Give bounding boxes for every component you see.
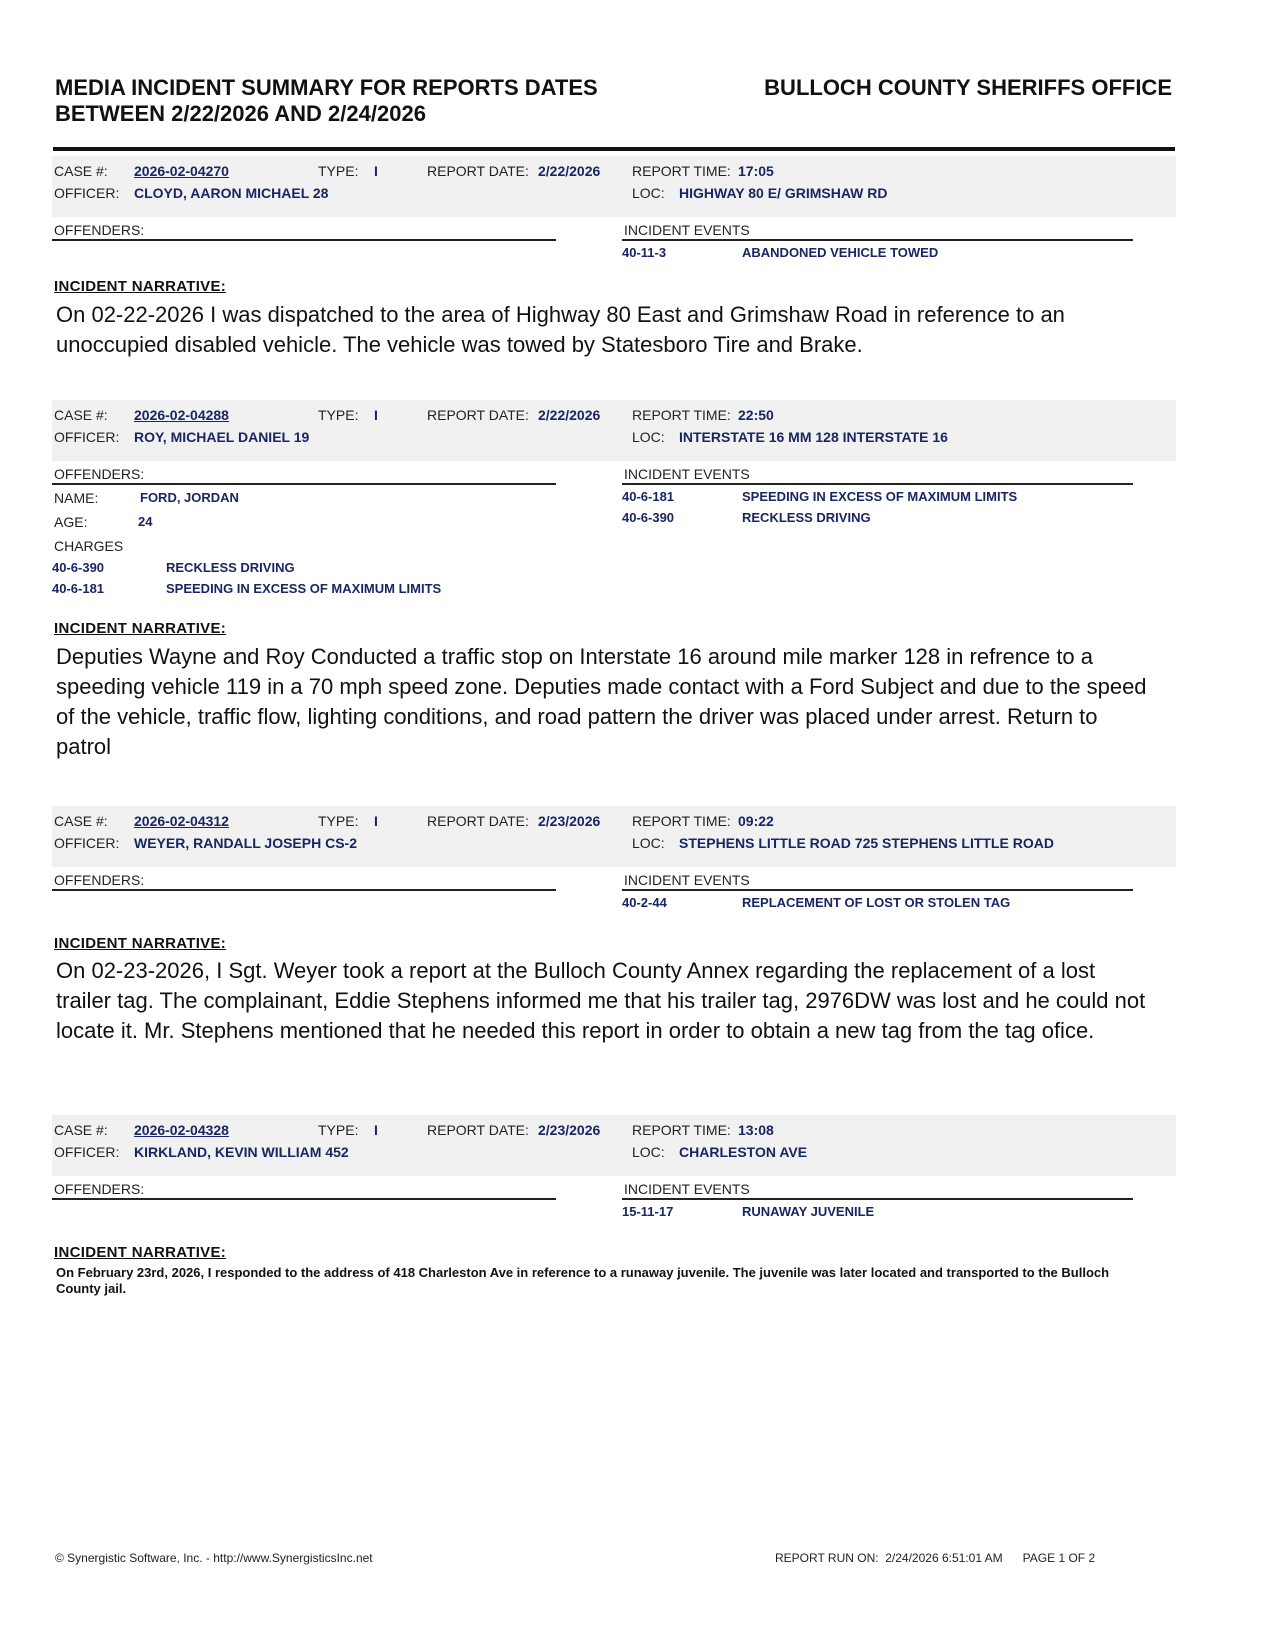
case-record (52, 1115, 1176, 1296)
loc-value: INTERSTATE 16 MM 128 INTERSTATE 16 (679, 429, 948, 445)
name-label: NAME: (54, 490, 99, 506)
report-date-value: 2/22/2026 (538, 163, 601, 179)
officer-label: OFFICER: (54, 429, 120, 445)
loc-value: STEPHENS LITTLE ROAD 725 STEPHENS LITTLE ROAD (679, 835, 1054, 851)
type-value: I (374, 1122, 378, 1138)
loc-label: LOC: (632, 835, 665, 851)
event-code: 40-6-390 (622, 510, 675, 525)
offenders-label: OFFENDERS: (54, 872, 145, 888)
incident-events-rule (622, 483, 1133, 485)
report-date-value: 2/23/2026 (538, 813, 601, 829)
narrative-text: On 02-23-2026, I Sgt. Weyer took a report at the Bulloch County Annex regarding the replacement of a lost trailer tag. The complainant, Eddie Stephens informed me that his trailer tag, 2976DW was lost and he could not locate it. Mr. Stephens mentioned that he needed this report in order to obtain a new tag from the tag ofice. (56, 958, 1146, 1043)
event-desc: REPLACEMENT OF LOST OR STOLEN TAG (742, 895, 1011, 910)
offender-name: FORD, JORDAN (140, 490, 239, 505)
incident-events-label: INCIDENT EVENTS (624, 466, 750, 482)
offenders-rule (52, 889, 556, 891)
officer-value: KIRKLAND, KEVIN WILLIAM 452 (134, 1144, 349, 1160)
report-time-value: 09:22 (738, 813, 774, 829)
case-header-box (52, 156, 1176, 217)
offenders-label: OFFENDERS: (54, 222, 145, 238)
case-record (52, 156, 1176, 357)
event-code: 40-2-44 (622, 895, 667, 910)
case-number-link[interactable]: 2026-02-04328 (134, 1122, 229, 1138)
event-code: 40-6-181 (622, 489, 675, 504)
case-header-box (52, 1115, 1176, 1176)
event-code: 15-11-17 (622, 1204, 674, 1219)
case-number-label: CASE #: (54, 813, 108, 829)
type-value: I (374, 813, 378, 829)
narrative-text: On 02-22-2026 I was dispatched to the area of Highway 80 East and Grimshaw Road in reference to an unoccupied disabled vehicle. The vehicle was towed by Statesboro Tire and Brake. (56, 302, 1065, 357)
report-time-label: REPORT TIME: (632, 1122, 731, 1138)
officer-label: OFFICER: (54, 185, 120, 201)
offenders-rule (52, 483, 556, 485)
report-date-value: 2/22/2026 (538, 407, 601, 423)
report-title-line-2: BETWEEN 2/22/2026 AND 2/24/2026 (55, 101, 426, 126)
case-number-label: CASE #: (54, 1122, 108, 1138)
offenders-label: OFFENDERS: (54, 1181, 145, 1197)
loc-value: CHARLESTON AVE (679, 1144, 808, 1160)
type-value: I (374, 407, 378, 423)
incident-events-label: INCIDENT EVENTS (624, 222, 750, 238)
event-desc: SPEEDING IN EXCESS OF MAXIMUM LIMITS (742, 489, 1018, 504)
officer-label: OFFICER: (54, 1144, 120, 1160)
report-time-value: 22:50 (738, 407, 774, 423)
header-divider (53, 147, 1175, 151)
incident-events-rule (622, 1198, 1133, 1200)
report-time-label: REPORT TIME: (632, 813, 731, 829)
case-number-label: CASE #: (54, 163, 108, 179)
case-number-link[interactable]: 2026-02-04312 (134, 813, 229, 829)
footer-run-info: REPORT RUN ON: 2/24/2026 6:51:01 AM PAGE 1 OF 2 (775, 1551, 1096, 1565)
case-header-box (52, 806, 1176, 867)
incident-events-label: INCIDENT EVENTS (624, 872, 750, 888)
age-label: AGE: (54, 514, 88, 530)
loc-label: LOC: (632, 185, 665, 201)
narrative-text: On February 23rd, 2026, I responded to the address of 418 Charleston Ave in reference to a runaway juvenile. The juvenile was later located and transported to the Bulloch County jail. (56, 1265, 1110, 1296)
incident-events-rule (622, 889, 1133, 891)
narrative-text: Deputies Wayne and Roy Conducted a traffic stop on Interstate 16 around mile marker 128 in refrence to a speeding vehicle 119 in a 70 mph speed zone. Deputies made contact with a Ford Subject and due to the speed of the vehicle, traffic flow, lighting conditions, and road pattern the driver was placed under arrest. Return to patrol (56, 644, 1147, 759)
case-record (52, 400, 1176, 759)
incident-events-rule (622, 239, 1133, 241)
type-label: TYPE: (318, 813, 359, 829)
type-label: TYPE: (318, 1122, 359, 1138)
charge-code: 40-6-390 (52, 560, 105, 575)
report-date-label: REPORT DATE: (427, 163, 529, 179)
agency-name: BULLOCH COUNTY SHERIFFS OFFICE (764, 75, 1172, 100)
narrative-heading: INCIDENT NARRATIVE: (54, 1244, 227, 1261)
report-time-label: REPORT TIME: (632, 163, 731, 179)
type-label: TYPE: (318, 407, 359, 423)
charge-desc: RECKLESS DRIVING (166, 560, 295, 575)
case-number-link[interactable]: 2026-02-04288 (134, 407, 229, 423)
type-value: I (374, 163, 378, 179)
report-time-value: 17:05 (738, 163, 774, 179)
offenders-label: OFFENDERS: (54, 466, 145, 482)
footer-copyright: © Synergistic Software, Inc. - http://www.SynergisticsInc.net (55, 1551, 373, 1565)
charges-label: CHARGES (54, 538, 124, 554)
case-record (52, 806, 1176, 1043)
report-date-label: REPORT DATE: (427, 1122, 529, 1138)
case-number-link[interactable]: 2026-02-04270 (134, 163, 229, 179)
case-number-label: CASE #: (54, 407, 108, 423)
report-date-label: REPORT DATE: (427, 813, 529, 829)
charge-code: 40-6-181 (52, 581, 105, 596)
officer-label: OFFICER: (54, 835, 120, 851)
loc-label: LOC: (632, 1144, 665, 1160)
event-code: 40-11-3 (622, 245, 667, 260)
event-desc: RUNAWAY JUVENILE (742, 1204, 875, 1219)
officer-value: ROY, MICHAEL DANIEL 19 (134, 429, 310, 445)
type-label: TYPE: (318, 163, 359, 179)
report-date-value: 2/23/2026 (538, 1122, 601, 1138)
narrative-heading: INCIDENT NARRATIVE: (54, 278, 227, 295)
officer-value: WEYER, RANDALL JOSEPH CS-2 (134, 835, 357, 851)
offender-age: 24 (138, 514, 153, 529)
report-time-label: REPORT TIME: (632, 407, 731, 423)
narrative-heading: INCIDENT NARRATIVE: (54, 620, 227, 637)
charge-desc: SPEEDING IN EXCESS OF MAXIMUM LIMITS (166, 581, 442, 596)
report-time-value: 13:08 (738, 1122, 774, 1138)
case-header-box (52, 400, 1176, 461)
loc-value: HIGHWAY 80 E/ GRIMSHAW RD (679, 185, 888, 201)
report-date-label: REPORT DATE: (427, 407, 529, 423)
report-header (55, 75, 1172, 127)
offenders-rule (52, 239, 556, 241)
report-title-line-1: MEDIA INCIDENT SUMMARY FOR REPORTS DATES (55, 75, 598, 100)
loc-label: LOC: (632, 429, 665, 445)
event-desc: RECKLESS DRIVING (742, 510, 871, 525)
incident-events-label: INCIDENT EVENTS (624, 1181, 750, 1197)
narrative-heading: INCIDENT NARRATIVE: (54, 935, 227, 952)
offenders-rule (52, 1198, 556, 1200)
event-desc: ABANDONED VEHICLE TOWED (742, 245, 939, 260)
officer-value: CLOYD, AARON MICHAEL 28 (134, 185, 329, 201)
